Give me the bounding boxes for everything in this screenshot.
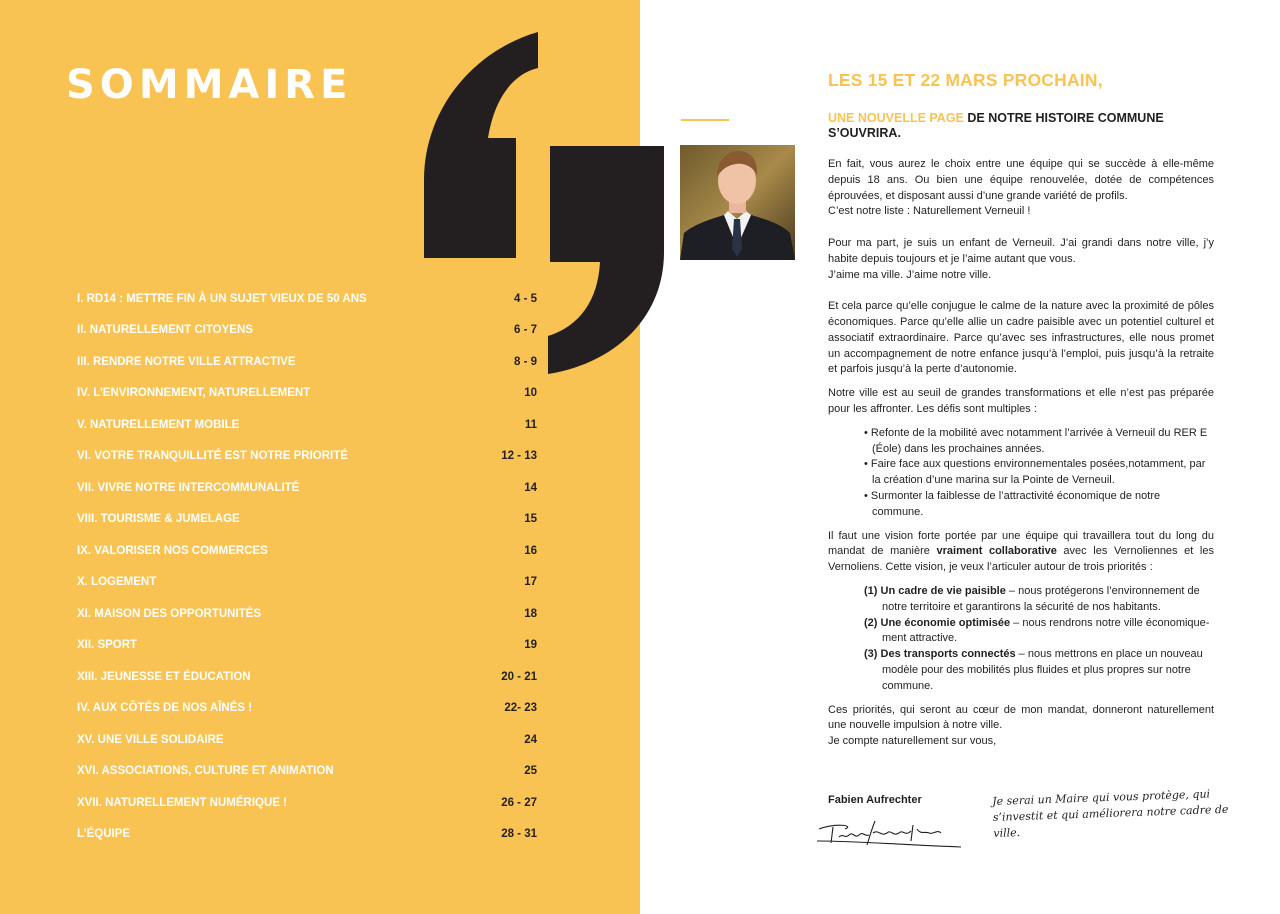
vision-text-b: avec les Vernoliennes et les Vernoliens. Cette vision, je veux l’articuler autour de trois priorités : xyxy=(828,545,1214,574)
toc-label: L’ÉQUIPE xyxy=(77,828,131,841)
toc-row xyxy=(77,598,537,630)
toc-row xyxy=(77,630,537,662)
editorial-subhead xyxy=(828,111,1214,141)
toc-page-number: 10 xyxy=(524,387,537,400)
toc-row xyxy=(77,441,537,473)
toc-row xyxy=(77,787,537,819)
toc-row xyxy=(77,283,537,315)
paragraph-love-city: J’aime ma ville. J’aime notre ville. xyxy=(828,268,992,281)
priorities-list xyxy=(828,584,1214,695)
toc-label: XI. MAISON DES OPPORTUNITÉS xyxy=(77,607,262,620)
toc-label: VIII. TOURISME & JUMELAGE xyxy=(77,513,240,526)
toc-label: I. RD14 : METTRE FIN À UN SUJET VIEUX DE 50 ANS xyxy=(77,292,367,305)
priority-text: – nous rendrons notre ville économique-ment attractive. xyxy=(882,616,1210,645)
subhead-rest: DE NOTRE HISTOIRE COMMUNE S’OUVRIRA. xyxy=(828,111,1164,140)
toc-row xyxy=(77,693,537,725)
priority-item xyxy=(864,616,1214,648)
toc-row xyxy=(77,567,537,599)
toc-page-number: 16 xyxy=(524,544,537,557)
challenge-item: • Faire face aux questions environnementales posées,notamment, par la création d’une marina sur la Pointe de Verneuil. xyxy=(864,457,1214,489)
toc-label: XIII. JEUNESSE ET ÉDUCATION xyxy=(77,670,251,683)
toc-page-number: 25 xyxy=(524,765,537,778)
toc-row xyxy=(77,472,537,504)
toc-page-number: 12 - 13 xyxy=(501,450,537,463)
toc-page-number: 18 xyxy=(524,607,537,620)
toc-page-number: 4 - 5 xyxy=(513,292,537,305)
table-of-contents xyxy=(77,283,537,850)
paragraph-count-on-you: Je compte naturellement sur vous, xyxy=(828,735,997,748)
toc-label: IV. AUX CÔTÉS DE NOS AÎNÉS ! xyxy=(77,702,253,715)
toc-row xyxy=(77,409,537,441)
editorial-headline: LES 15 ET 22 MARS PROCHAIN, xyxy=(828,70,1103,90)
signature-name: Fabien Aufrechter xyxy=(828,794,922,806)
priority-item xyxy=(864,647,1214,694)
priority-title: Une économie optimisée xyxy=(880,616,1011,629)
toc-page-number: 28 - 31 xyxy=(501,828,537,841)
challenge-item: • Surmonter la faiblesse de l’attractivité économique de notre commune. xyxy=(864,489,1214,521)
toc-page-number: 11 xyxy=(524,418,537,431)
toc-label: IX. VALORISER NOS COMMERCES xyxy=(77,544,268,557)
handwritten-note: Je serai un Maire qui vous protège, qui s’investit et qui améliorera notre cadre de ville. xyxy=(992,787,1229,840)
toc-page-number: 17 xyxy=(524,576,537,589)
toc-row xyxy=(77,346,537,378)
vision-text-a: Il faut une vision forte portée par une équipe qui travaillera tout du long du mandat de manière xyxy=(828,529,1214,558)
priority-number: (1) xyxy=(864,584,878,597)
toc-page-number: 24 xyxy=(524,733,537,746)
sommaire-title: SOMMAIRE xyxy=(66,62,353,108)
accent-rule xyxy=(681,119,729,121)
vision-bold: vraiment collaborative xyxy=(936,545,1057,558)
handwritten-signature xyxy=(815,815,965,850)
toc-page-number: 14 xyxy=(524,481,537,494)
toc-page-number: 19 xyxy=(524,639,537,652)
portrait-photo xyxy=(680,145,795,260)
toc-row xyxy=(77,315,537,347)
toc-label: X. LOGEMENT xyxy=(77,576,157,589)
priority-text: – nous mettrons en place un nouveau modèle pour des mobilités plus fluides et plus propres sur notre commune. xyxy=(882,648,1203,692)
priority-number: (2) xyxy=(864,616,878,629)
paragraph-origin: Pour ma part, je suis un enfant de Verneuil. J’ai grandi dans notre ville, j’y habite depuis toujours et je l’aime autant que vous. xyxy=(828,236,1214,265)
toc-page-number: 20 - 21 xyxy=(501,670,537,683)
toc-label: XII. SPORT xyxy=(77,639,138,652)
toc-label: V. NATURELLEMENT MOBILE xyxy=(77,418,240,431)
paragraph-choice: En fait, vous aurez le choix entre une équipe qui se succède à elle-même depuis 18 ans. Ou bien une équipe renouvelée, dotée de compétences éprouvées, et disposant aussi d’une grande variété de profils. xyxy=(828,158,1214,202)
priority-item xyxy=(864,584,1214,616)
toc-label: XVI. ASSOCIATIONS, CULTURE ET ANIMATION xyxy=(77,765,334,778)
toc-page-number: 15 xyxy=(524,513,537,526)
toc-label: XVII. NATURELLEMENT NUMÉRIQUE ! xyxy=(77,796,287,809)
paragraph-vision xyxy=(828,529,1214,576)
toc-label: III. RENDRE NOTRE VILLE ATTRACTIVE xyxy=(77,355,296,368)
challenges-list xyxy=(828,426,1214,521)
toc-row xyxy=(77,378,537,410)
toc-row xyxy=(77,504,537,536)
toc-page-number: 26 - 27 xyxy=(501,796,537,809)
paragraph-challenges: Notre ville est au seuil de grandes transformations et elle n’est pas préparée pour les affronter. Les défis sont multiples : xyxy=(828,387,1214,415)
toc-label: VI. VOTRE TRANQUILLITÉ EST NOTRE PRIORITÉ xyxy=(77,450,348,463)
toc-label: VII. VIVRE NOTRE INTERCOMMUNALITÉ xyxy=(77,481,300,494)
paragraph-closing: Ces priorités, qui seront au cœur de mon mandat, donneront naturellement une nouvelle impulsion à notre ville. xyxy=(828,703,1214,732)
paragraph-why: Et cela parce qu’elle conjugue le calme de la nature avec la proximité de pôles économiques. Parce qu’elle allie un cadre paisible avec un potentiel culturel et associatif extraordinaire. Parce qu’avec ses infrastructures, elle nous promet un accompagnement de notre enfance jusqu’à l’emploi, puis jusqu’à la retraite et parfois jusqu’à la perte d’autonomie. xyxy=(828,300,1214,376)
toc-page-number: 22- 23 xyxy=(504,702,537,715)
toc-label: XV. UNE VILLE SOLIDAIRE xyxy=(77,733,224,746)
toc-row xyxy=(77,756,537,788)
challenge-item: • Refonte de la mobilité avec notamment l’arrivée à Verneuil du RER E (Éole) dans les prochaines années. xyxy=(864,426,1214,458)
toc-row xyxy=(77,661,537,693)
subhead-highlight: UNE NOUVELLE PAGE xyxy=(828,111,964,125)
toc-page-number: 6 - 7 xyxy=(513,324,537,337)
priority-title: Des transports connectés xyxy=(880,648,1016,661)
toc-row xyxy=(77,535,537,567)
toc-row xyxy=(77,724,537,756)
toc-page-number: 8 - 9 xyxy=(513,355,537,368)
priority-text: – nous protégerons l’environnement de notre territoire et garantirons la sécurité de nos habitants. xyxy=(882,584,1200,613)
toc-label: IV. L’ENVIRONNEMENT, NATURELLEMENT xyxy=(77,387,311,400)
toc-row xyxy=(77,819,537,851)
priority-number: (3) xyxy=(864,648,878,661)
paragraph-list-name: C’est notre liste : Naturellement Verneuil ! xyxy=(828,205,1031,218)
editorial xyxy=(828,70,1214,750)
toc-label: II. NATURELLEMENT CITOYENS xyxy=(77,324,253,337)
priority-title: Un cadre de vie paisible xyxy=(880,584,1006,597)
